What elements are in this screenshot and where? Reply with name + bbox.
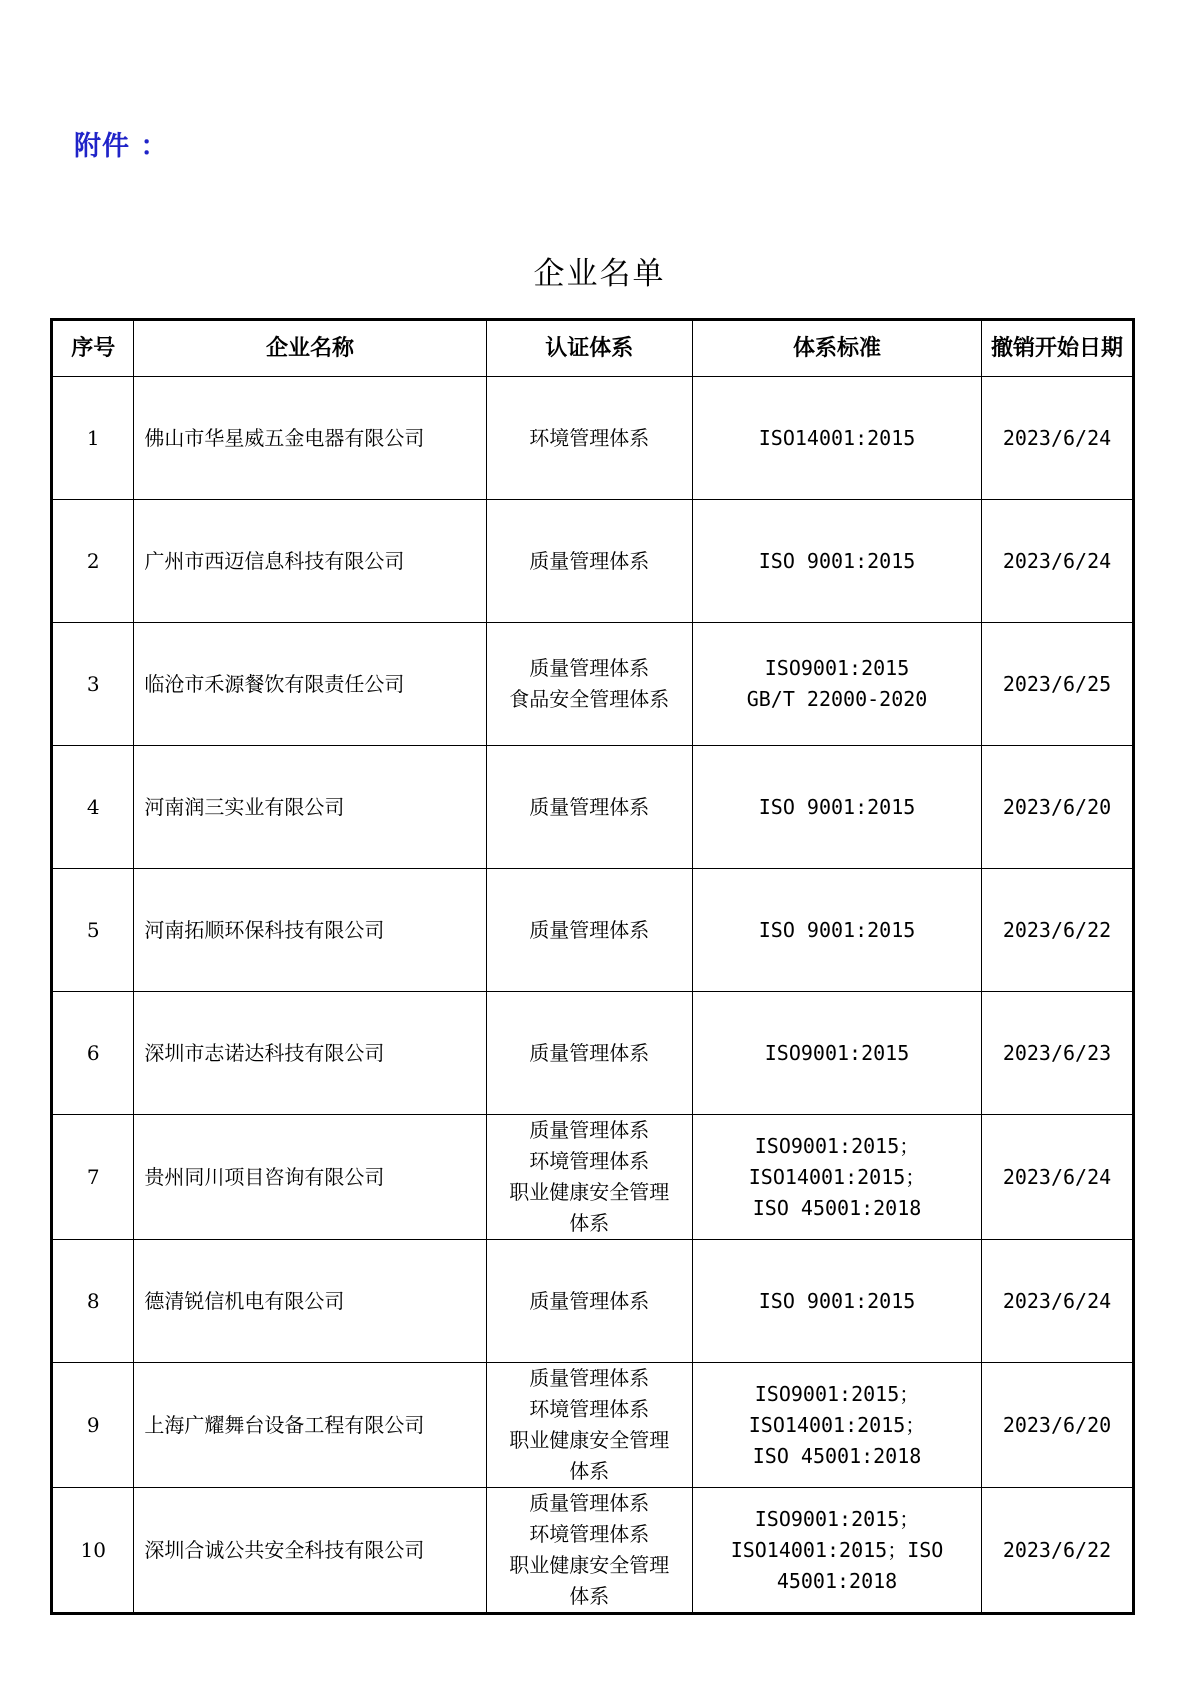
header-standard: 体系标准 <box>693 320 982 377</box>
system-line: 质量管理体系 <box>529 794 650 819</box>
row-revocation-date: 2023/6/24 <box>982 1115 1134 1240</box>
standard-line: ISO 9001:2015 <box>758 548 916 573</box>
table-body <box>52 377 1134 1614</box>
row-certification-system <box>486 623 693 746</box>
header-company: 企业名称 <box>134 320 486 377</box>
row-company-name: 河南拓顺环保科技有限公司 <box>134 869 486 992</box>
standard-line: ISO9001:2015； <box>754 1381 920 1406</box>
row-certification-system <box>486 1488 693 1614</box>
standard-line: ISO9001:2015； <box>754 1506 920 1531</box>
row-system-standard <box>693 746 982 869</box>
system-line: 体系 <box>569 1211 610 1235</box>
standard-line: ISO 9001:2015 <box>758 1288 916 1313</box>
system-line: 环境管理体系 <box>529 1397 650 1421</box>
row-revocation-date: 2023/6/24 <box>982 1240 1134 1363</box>
row-company-name: 上海广耀舞台设备工程有限公司 <box>134 1363 486 1488</box>
system-line: 质量管理体系 <box>529 1288 650 1313</box>
row-seq: 2 <box>52 500 134 623</box>
standard-line: GB/T 22000-2020 <box>746 687 928 711</box>
standard-line: ISO14001:2015 <box>758 425 916 450</box>
system-line: 职业健康安全管理 <box>509 1180 670 1204</box>
system-line: 职业健康安全管理 <box>509 1428 670 1452</box>
row-certification-system <box>486 1363 693 1488</box>
row-revocation-date: 2023/6/23 <box>982 992 1134 1115</box>
header-date-text: 撤销开始日期 <box>990 335 1123 361</box>
row-revocation-date: 2023/6/24 <box>982 377 1134 500</box>
row-certification-system <box>486 1240 693 1363</box>
table-header-row <box>52 320 1134 377</box>
standard-line: ISO 9001:2015 <box>758 794 916 819</box>
row-company-name: 广州市西迈信息科技有限公司 <box>134 500 486 623</box>
row-certification-system <box>486 746 693 869</box>
row-certification-system <box>486 377 693 500</box>
table-row <box>52 1363 1134 1488</box>
row-revocation-date: 2023/6/24 <box>982 500 1134 623</box>
row-system-standard <box>693 623 982 746</box>
header-system: 认证体系 <box>486 320 693 377</box>
table-row <box>52 1240 1134 1363</box>
table-row <box>52 1488 1134 1614</box>
standard-line: ISO 45001:2018 <box>752 1443 922 1468</box>
row-seq: 5 <box>52 869 134 992</box>
row-system-standard <box>693 992 982 1115</box>
row-certification-system <box>486 500 693 623</box>
row-revocation-date: 2023/6/22 <box>982 1488 1134 1614</box>
row-company-name: 德清锐信机电有限公司 <box>134 1240 486 1363</box>
table-row <box>52 623 1134 746</box>
row-revocation-date: 2023/6/20 <box>982 1363 1134 1488</box>
row-seq: 4 <box>52 746 134 869</box>
row-company-name: 贵州同川项目咨询有限公司 <box>134 1115 486 1240</box>
standard-line: ISO 9001:2015 <box>758 917 916 942</box>
row-system-standard <box>693 500 982 623</box>
system-line: 质量管理体系 <box>529 1366 650 1390</box>
standard-line: ISO9001:2015 <box>764 1040 910 1065</box>
row-revocation-date: 2023/6/25 <box>982 623 1134 746</box>
row-seq: 6 <box>52 992 134 1115</box>
page-title: 企业名单 <box>533 256 666 292</box>
row-system-standard <box>693 1363 982 1488</box>
row-seq: 9 <box>52 1363 134 1488</box>
system-line: 职业健康安全管理 <box>509 1553 670 1577</box>
standard-line: ISO14001:2015；ISO <box>730 1537 944 1562</box>
system-line: 质量管理体系 <box>529 1491 650 1515</box>
row-seq: 7 <box>52 1115 134 1240</box>
system-line: 环境管理体系 <box>529 425 650 450</box>
row-seq: 8 <box>52 1240 134 1363</box>
standard-line: ISO9001:2015； <box>754 1133 920 1158</box>
row-system-standard <box>693 1240 982 1363</box>
row-certification-system <box>486 992 693 1115</box>
row-revocation-date: 2023/6/20 <box>982 746 1134 869</box>
row-company-name: 深圳合诚公共安全科技有限公司 <box>134 1488 486 1614</box>
row-revocation-date: 2023/6/22 <box>982 869 1134 992</box>
header-seq: 序号 <box>52 320 134 377</box>
standard-line: 45001:2018 <box>776 1568 898 1593</box>
table-row <box>52 377 1134 500</box>
attachment-label: 附件 ： <box>74 131 169 162</box>
table-row <box>52 746 1134 869</box>
system-line: 食品安全管理体系 <box>509 687 670 711</box>
standard-line: ISO14001:2015； <box>748 1164 926 1189</box>
row-seq: 3 <box>52 623 134 746</box>
row-company-name: 临沧市禾源餐饮有限责任公司 <box>134 623 486 746</box>
row-company-name: 河南润三实业有限公司 <box>134 746 486 869</box>
company-list-table <box>50 318 1135 1615</box>
row-company-name: 佛山市华星威五金电器有限公司 <box>134 377 486 500</box>
system-line: 质量管理体系 <box>529 917 650 942</box>
row-certification-system <box>486 869 693 992</box>
table-row <box>52 1115 1134 1240</box>
row-system-standard <box>693 1488 982 1614</box>
row-system-standard <box>693 1115 982 1240</box>
system-line: 质量管理体系 <box>529 1118 650 1142</box>
system-line: 环境管理体系 <box>529 1522 650 1546</box>
row-seq: 1 <box>52 377 134 500</box>
row-certification-system <box>486 1115 693 1240</box>
row-company-name: 深圳市志诺达科技有限公司 <box>134 992 486 1115</box>
table-row <box>52 500 1134 623</box>
row-system-standard <box>693 377 982 500</box>
system-line: 质量管理体系 <box>529 1040 650 1065</box>
system-line: 体系 <box>569 1459 610 1483</box>
table-row <box>52 992 1134 1115</box>
system-line: 环境管理体系 <box>529 1149 650 1173</box>
system-line: 质量管理体系 <box>529 548 650 573</box>
header-date <box>982 320 1134 377</box>
standard-line: ISO14001:2015； <box>748 1412 926 1437</box>
row-system-standard <box>693 869 982 992</box>
row-seq: 10 <box>52 1488 134 1614</box>
standard-line: ISO9001:2015 <box>764 656 910 680</box>
standard-line: ISO 45001:2018 <box>752 1195 922 1220</box>
system-line: 质量管理体系 <box>529 656 650 680</box>
table-row <box>52 869 1134 992</box>
system-line: 体系 <box>569 1584 610 1608</box>
